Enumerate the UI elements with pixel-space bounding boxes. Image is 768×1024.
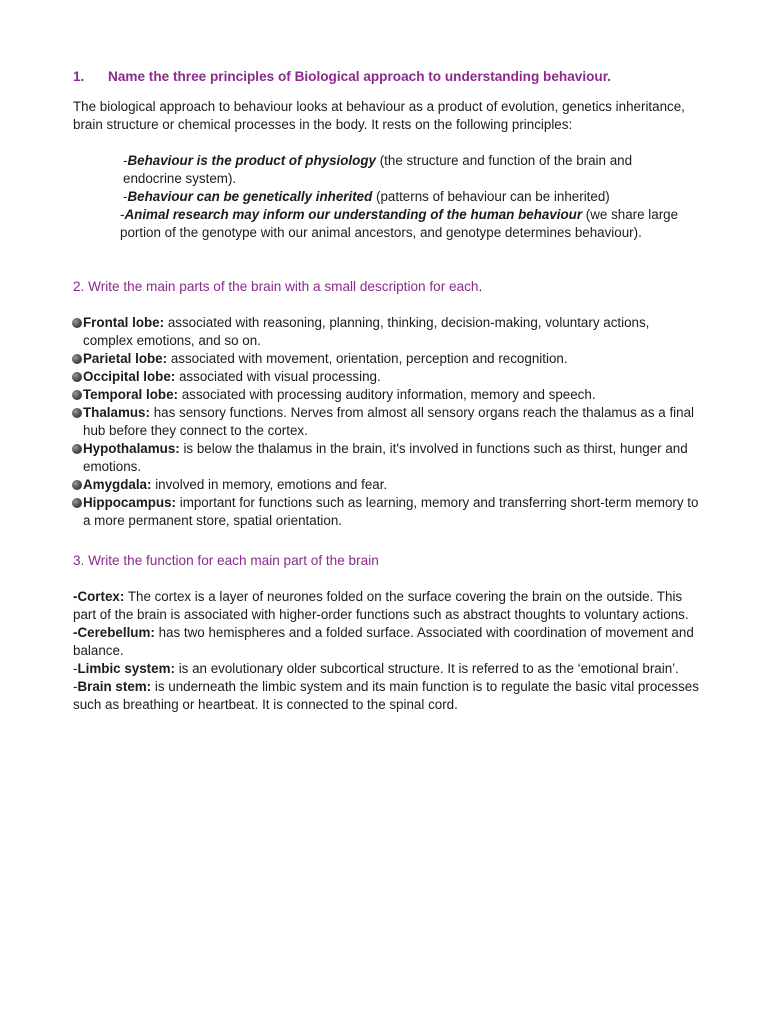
question-2-period: . [478, 279, 483, 294]
list-item [72, 476, 702, 494]
principle-item [120, 206, 690, 242]
list-item [72, 350, 702, 368]
principle-detail: (patterns of behaviour can be inherited) [372, 189, 610, 204]
question-1-number: 1. [73, 69, 85, 84]
function-desc: The cortex is a layer of neurones folded on the surface covering the brain on the outside. This part of the brain is associated with higher-order functions such as abstract thoughts to voluntary actions. [73, 589, 689, 622]
question-2-title: 2. Write the main parts of the brain with a small description for each [73, 279, 479, 294]
brain-part-term: Parietal lobe: [83, 351, 168, 366]
intro-paragraph: The biological approach to behaviour looks at behaviour as a product of evolution, genetics inheritance, brain structure or chemical processes in the body. It rests on the following principles: [73, 99, 685, 132]
function-term: -Cortex: [73, 589, 125, 604]
function-term: Brain stem: [77, 679, 152, 694]
question-2-heading [73, 278, 482, 296]
list-item [72, 368, 702, 386]
bullet-icon [72, 444, 82, 454]
function-term: Limbic system: [77, 661, 175, 676]
function-desc: is an evolutionary older subcortical structure. It is referred to as the ‘emotional brain’. [174, 661, 679, 676]
bullet-icon [72, 372, 82, 382]
brain-part-term: Amygdala: [83, 477, 152, 492]
brain-part-term: Frontal lobe: [83, 315, 165, 330]
principle-item [120, 188, 690, 206]
principle-detail: (we share large portion of the genotype with our animal ancestors, and genotype determines behaviour). [120, 207, 679, 240]
brain-part-term: Hippocampus: [83, 495, 176, 510]
brain-parts-list [72, 314, 702, 530]
function-term: -Cerebellum: [73, 625, 155, 640]
bullet-icon [72, 498, 82, 508]
function-item [73, 678, 703, 714]
function-item [73, 588, 703, 624]
principle-name: Behaviour is the product of physiology [127, 153, 376, 168]
bullet-icon [72, 480, 82, 490]
brain-part-term: Temporal lobe: [83, 387, 178, 402]
principle-name: Behaviour can be genetically inherited [127, 189, 373, 204]
principle-detail: (the structure and function of the brain and endocrine system). [123, 153, 633, 186]
list-item [72, 440, 702, 476]
function-item [73, 624, 703, 660]
bullet-icon [72, 354, 82, 364]
principles-list [120, 152, 690, 242]
brain-part-desc: has sensory functions. Nerves from almost all sensory organs reach the thalamus as a final hub before they connect to the cortex. [83, 405, 695, 438]
brain-part-desc: involved in memory, emotions and fear. [151, 477, 388, 492]
list-item [72, 386, 702, 404]
principle-prefix: - [120, 207, 125, 222]
brain-part-desc: is below the thalamus in the brain, it's involved in functions such as thirst, hunger and emotions. [83, 441, 688, 474]
principle-prefix: - [123, 153, 128, 168]
function-desc: has two hemispheres and a folded surface. Associated with coordination of movement and balance. [73, 625, 694, 658]
brain-part-desc: associated with visual processing. [175, 369, 381, 384]
principle-item [120, 152, 690, 188]
brain-part-term: Hypothalamus: [83, 441, 180, 456]
bullet-icon [72, 408, 82, 418]
function-desc: is underneath the limbic system and its main function is to regulate the basic vital processes such as breathing or heartbeat. It is connected to the spinal cord. [73, 679, 699, 712]
principle-name: Animal research may inform our understanding of the human behaviour [124, 207, 583, 222]
function-prefix: - [73, 679, 78, 694]
question-3-heading: 3. Write the function for each main part of the brain [73, 553, 379, 568]
function-prefix: - [73, 661, 78, 676]
list-item [72, 314, 702, 350]
bullet-icon [72, 318, 82, 328]
brain-functions-list [73, 588, 703, 714]
brain-part-desc: associated with processing auditory information, memory and speech. [177, 387, 596, 402]
list-item [72, 404, 702, 440]
brain-part-desc: associated with reasoning, planning, thinking, decision-making, voluntary actions, complex emotions, and so on. [83, 315, 650, 348]
question-1-title: Name the three principles of Biological approach to understanding behaviour. [108, 69, 612, 84]
brain-part-desc: associated with movement, orientation, perception and recognition. [167, 351, 568, 366]
brain-part-term: Occipital lobe: [83, 369, 176, 384]
question-1-heading [73, 68, 611, 86]
function-item [73, 660, 703, 678]
bullet-icon [72, 390, 82, 400]
principle-prefix: - [123, 189, 128, 204]
brain-part-term: Thalamus: [83, 405, 150, 420]
list-item [72, 494, 702, 530]
brain-part-desc: important for functions such as learning, memory and transferring short-term memory to a more permanent store, spatial orientation. [83, 495, 699, 528]
